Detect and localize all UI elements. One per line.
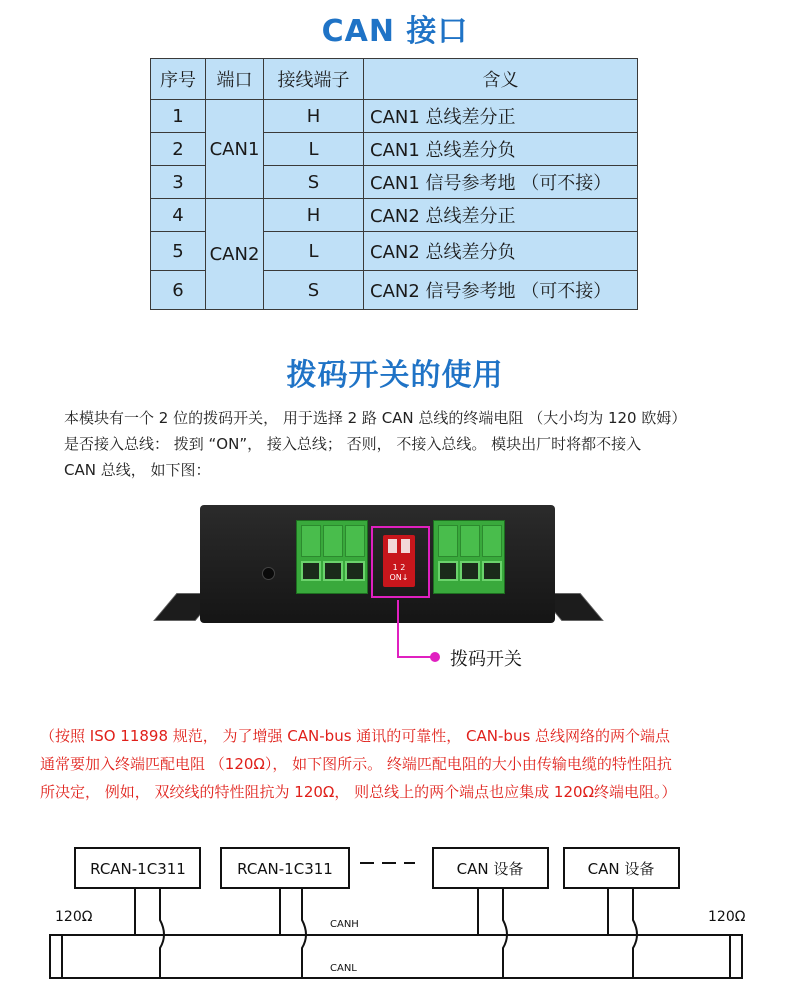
section-title-can: CAN 接口 — [321, 14, 469, 49]
row-no: 1 — [151, 100, 206, 133]
node-label: CAN 设备 — [587, 860, 655, 878]
note-line: （按照 ISO 11898 规范， 为了增强 CAN-bus 通讯的可靠性， CAN-bus 总线网络的两个端点 — [40, 727, 671, 745]
row-meaning: CAN1 信号参考地 （可不接） — [364, 166, 638, 199]
resistor-right — [730, 935, 742, 978]
row-no: 2 — [151, 133, 206, 166]
row-meaning: CAN2 总线差分正 — [364, 199, 638, 232]
header-terminal: 接线端子 — [264, 59, 364, 100]
dip-switch-description — [64, 405, 744, 483]
paragraph-line: 是否接入总线： 拨到 “ON”， 接入总线； 否则， 不接入总线。 模块出厂时将都不接入 — [64, 435, 642, 453]
canh-label: CANH — [330, 919, 359, 930]
can-bus-diagram — [0, 835, 790, 1000]
dip-switch-on-label: ON↓ — [389, 573, 409, 582]
row-meaning: CAN2 信号参考地 （可不接） — [364, 271, 638, 310]
header-no: 序号 — [151, 59, 206, 100]
node-tap — [478, 888, 507, 978]
row-no: 6 — [151, 271, 206, 310]
paragraph-line: CAN 总线， 如下图： — [64, 461, 211, 479]
row-no: 4 — [151, 199, 206, 232]
node-tap — [280, 888, 306, 978]
can-interface-table — [150, 58, 638, 310]
bus-diagram-svg — [0, 835, 790, 1000]
resistor-left-label: 120Ω — [55, 909, 93, 925]
callout-label: 拨码开关 — [450, 649, 522, 670]
note-line: 所决定， 例如， 双绞线的特性阻抗为 120Ω， 则总线上的两个端点也应集成 120Ω终端电阻。） — [40, 783, 677, 801]
resistor-left — [50, 935, 62, 978]
node-label: RCAN-1C311 — [90, 860, 186, 878]
row-meaning: CAN1 总线差分正 — [364, 100, 638, 133]
header-port: 端口 — [206, 59, 264, 100]
dip-switch-numbers: 1 2 — [392, 563, 406, 572]
dip-switch[interactable] — [383, 535, 415, 587]
note-line: 通常要加入终端匹配电阻 （120Ω）， 如下图所示。 终端匹配电阻的大小由传输电缆的特性阻抗 — [40, 755, 672, 773]
row-meaning: CAN1 总线差分负 — [364, 133, 638, 166]
paragraph-line: 本模块有一个 2 位的拨码开关， 用于选择 2 路 CAN 总线的终端电阻 （大小均为 120 欧姆） — [64, 409, 687, 427]
row-terminal: S — [264, 271, 364, 310]
row-terminal: L — [264, 232, 364, 271]
device-screw-hole — [262, 567, 275, 580]
iso11898-note — [40, 722, 760, 806]
callout-line — [397, 656, 433, 658]
row-terminal: S — [264, 166, 364, 199]
row-terminal: H — [264, 199, 364, 232]
node-label: RCAN-1C311 — [237, 860, 333, 878]
table-header-row — [151, 59, 638, 100]
section-title-dip-switch: 拨码开关的使用 — [286, 358, 504, 393]
canl-label: CANL — [330, 963, 357, 974]
table-row — [151, 100, 638, 133]
node-tap — [135, 888, 164, 978]
row-terminal: H — [264, 100, 364, 133]
dip-switch-highlight — [371, 526, 430, 598]
table-row — [151, 199, 638, 232]
device-photo — [0, 495, 790, 630]
header-meaning: 含义 — [364, 59, 638, 100]
resistor-right-label: 120Ω — [708, 909, 746, 925]
callout-dot-icon — [430, 652, 440, 662]
row-no: 3 — [151, 166, 206, 199]
terminal-block-can1 — [296, 520, 368, 594]
terminal-block-can2 — [433, 520, 505, 594]
row-port: CAN1 — [206, 100, 264, 199]
callout-line — [397, 600, 399, 657]
node-label: CAN 设备 — [456, 860, 524, 878]
row-terminal: L — [264, 133, 364, 166]
row-port: CAN2 — [206, 199, 264, 310]
node-tap — [608, 888, 637, 978]
row-no: 5 — [151, 232, 206, 271]
row-meaning: CAN2 总线差分负 — [364, 232, 638, 271]
